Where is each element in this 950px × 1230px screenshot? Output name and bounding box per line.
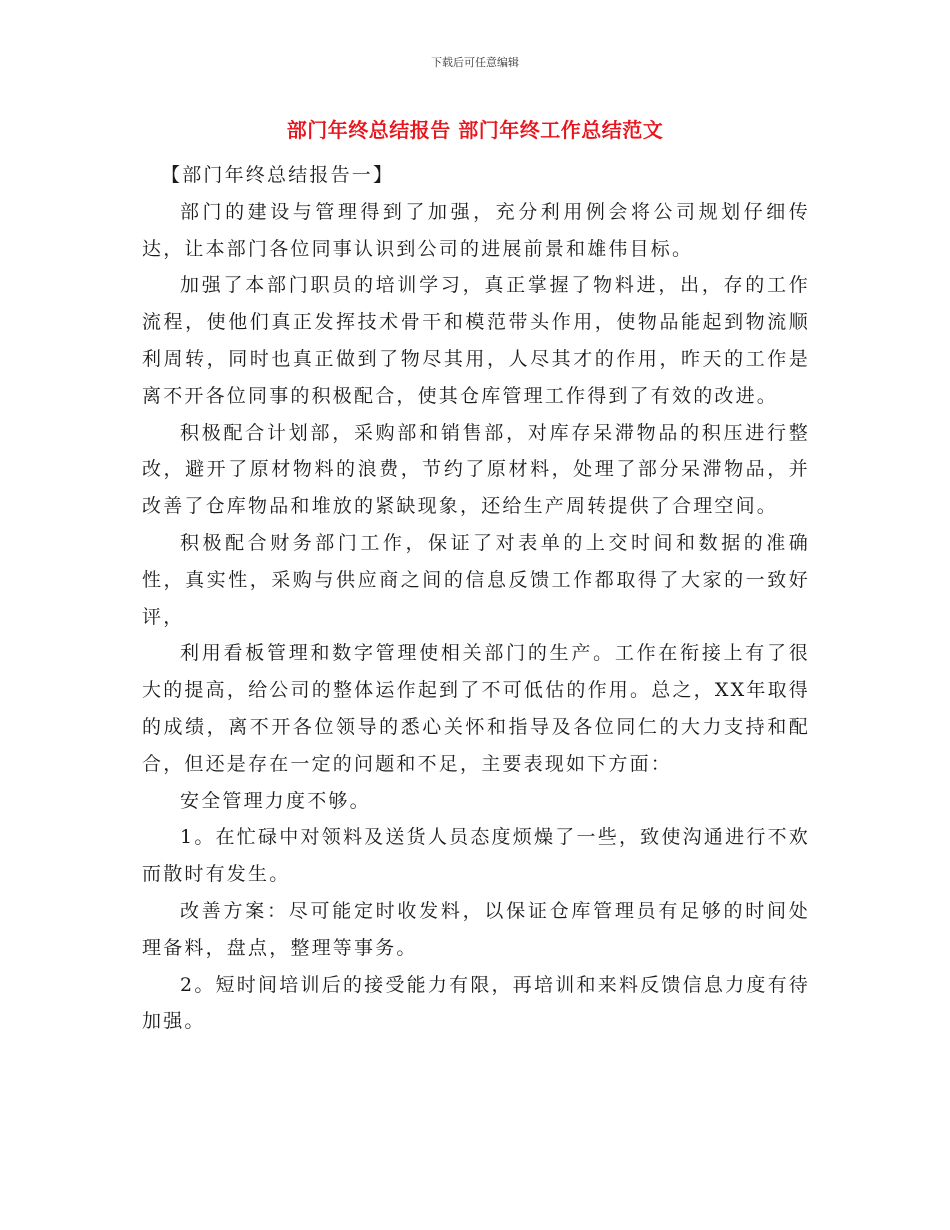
- paragraph: 改善方案：尽可能定时收发料，以保证仓库管理员有足够的时间处理备料，盘点，整理等事务。: [142, 899, 810, 959]
- paragraph: 积极配合财务部门工作，保证了对表单的上交时间和数据的准确性，真实性，采购与供应商之间的信息反馈工作都取得了大家的一致好评，: [142, 531, 810, 628]
- document-title: 部门年终总结报告 部门年终工作总结范文: [286, 118, 664, 142]
- section-heading: 【部门年终总结报告一】: [161, 164, 395, 186]
- paragraph: 加强了本部门职员的培训学习，真正掌握了物料进，出，存的工作流程，使他们真正发挥技术骨干和模范带头作用，使物品能起到物流顺利周转，同时也真正做到了物尽其用，人尽其才的作用，昨天的工作是离不开各位同事的积极配合，使其仓库管理工作得到了有效的改进。: [142, 274, 810, 407]
- paragraph: 积极配合计划部，采购部和销售部，对库存呆滞物品的积压进行整改，避开了原材物料的浪费，节约了原材料，处理了部分呆滞物品，并改善了仓库物品和堆放的紧缺现象，还给生产周转提供了合理空间。: [142, 421, 810, 518]
- paragraph: 1。在忙碌中对领料及送货人员态度烦燥了一些，致使沟通进行不欢而散时有发生。: [142, 826, 810, 886]
- paragraph: 利用看板管理和数字管理使相关部门的生产。工作在衔接上有了很大的提高，给公司的整体运作起到了不可低估的作用。总之，XX年取得的成绩，离不开各位领导的悉心关怀和指导及各位同仁的大力支持和配合，但还是存在一定的问题和不足，主要表现如下方面：: [142, 642, 810, 775]
- paragraph: 2。短时间培训后的接受能力有限，再培训和来料反馈信息力度有待加强。: [142, 973, 810, 1033]
- document-body: [142, 157, 810, 1040]
- paragraph: 部门的建设与管理得到了加强，充分利用例会将公司规划仔细传达，让本部门各位同事认识到公司的进展前景和雄伟目标。: [142, 200, 810, 260]
- page-header-note: 下载后可任意编辑: [431, 56, 519, 69]
- paragraph: 安全管理力度不够。: [180, 789, 371, 812]
